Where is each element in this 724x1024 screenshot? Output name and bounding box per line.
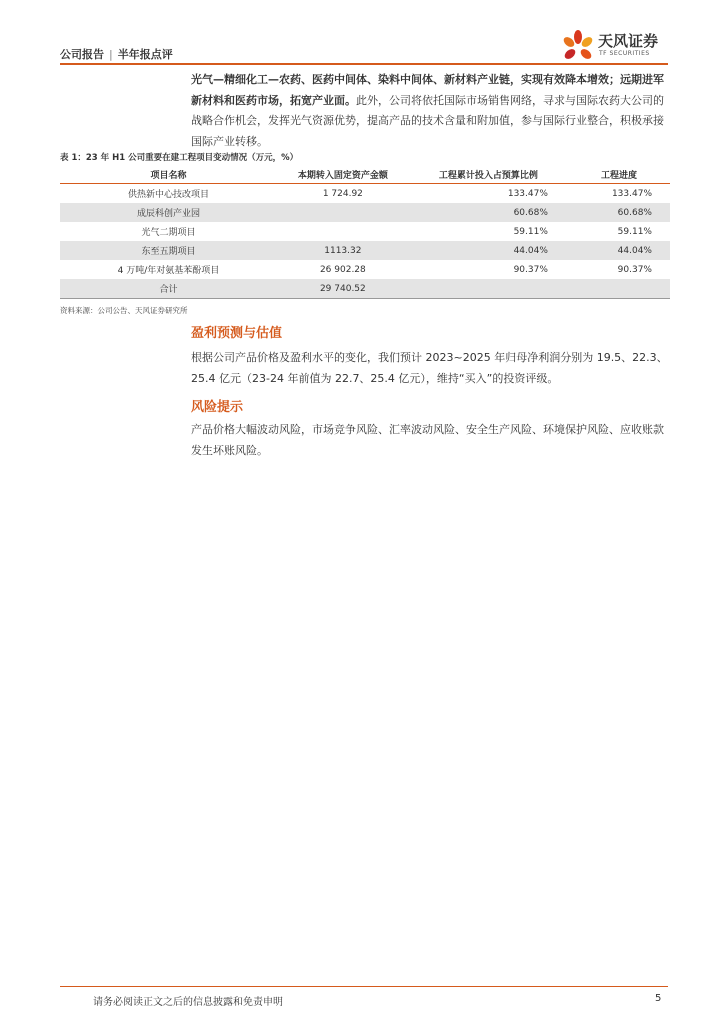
table-row [60, 222, 670, 241]
cell-progress: 59.11% [617, 226, 652, 237]
forecast-paragraph: 根据公司产品价格及盈利水平的变化，我们预计 2023~2025 年归母净利润分别为 19.5、22.3、25.4 亿元（23-24 年前值为 22.7、25.4 亿元），维持“买入”的投资评级。 [191, 351, 668, 385]
cell-progress: 133.47% [611, 188, 652, 199]
cell-amount: 1113.32 [277, 241, 409, 260]
table-row [60, 260, 670, 279]
col-header-progress: 工程进度 [568, 165, 670, 184]
cell-amount [277, 222, 409, 241]
table-row [60, 241, 670, 260]
flower-logo-icon [558, 28, 598, 68]
cell-progress: 90.37% [617, 264, 652, 275]
footer-disclaimer: 请务必阅读正文之后的信息披露和免责申明 [93, 997, 283, 1008]
cell-amount: 29 740.52 [277, 279, 409, 298]
forecast-heading: 盈利预测与估值 [191, 326, 283, 341]
page-number: 5 [655, 993, 662, 1004]
table-bottom-rule [60, 298, 670, 299]
intro-paragraph [191, 70, 671, 152]
cell-amount: 1 724.92 [322, 188, 363, 199]
intro-bold-text: 光气—精细化工—农药、医药中间体、染料中间体、新材料产业链，实现有效降本增效；远期进军新材料和医药市场，拓宽产业面。 [191, 73, 664, 107]
header-separator: | [109, 48, 113, 61]
col-header-ratio: 工程累计投入占预算比例 [409, 165, 568, 184]
col-header-name: 项目名称 [60, 165, 277, 184]
risk-paragraph: 产品价格大幅波动风险，市场竞争风险、汇率波动风险、安全生产风险、环境保护风险、应收账款发生坏账风险。 [191, 423, 664, 457]
cell-name: 合计 [60, 279, 277, 298]
cell-ratio: 44.04% [409, 241, 568, 260]
cell-ratio [409, 279, 568, 298]
cell-progress [568, 279, 670, 298]
table-title: 表 1：23 年 H1 公司重要在建工程项目变动情况（万元，%） [60, 153, 299, 163]
header-divider [60, 63, 668, 65]
project-table [60, 165, 670, 298]
report-subtype: 半年报点评 [117, 48, 173, 61]
logo-name: 天风证券 [598, 32, 659, 50]
intro-normal-text: 此外，公司将依托国际市场销售网络，寻求与国际农药大公司的战略合作机会，发挥光气资源优势，提高产品的技术含量和附加值，参与国际行业整合，积极承接国际产业转移。 [191, 93, 664, 148]
cell-amount: 26 902.28 [319, 264, 366, 275]
footer-divider [60, 986, 668, 987]
table-header-row [60, 165, 670, 184]
risk-heading: 风险提示 [191, 400, 244, 415]
report-category [60, 46, 173, 62]
cell-name: 东至五期项目 [60, 241, 277, 260]
col-header-amount: 本期转入固定资产金额 [277, 165, 409, 184]
cell-name: 4 万吨/年对氨基苯酚项目 [117, 266, 220, 276]
table-row [60, 184, 670, 204]
logo-subtitle: TF SECURITIES [599, 50, 650, 57]
cell-ratio: 90.37% [513, 264, 548, 275]
cell-progress: 60.68% [568, 203, 670, 222]
cell-progress: 44.04% [568, 241, 670, 260]
cell-amount [277, 203, 409, 222]
table-source: 资料来源：公司公告、天风证券研究所 [60, 306, 188, 315]
cell-name: 光气二期项目 [141, 228, 196, 238]
report-type: 公司报告 [60, 48, 104, 61]
table-total-row [60, 279, 670, 298]
cell-name: 成辰科创产业园 [60, 203, 277, 222]
cell-name: 供热新中心技改项目 [127, 190, 209, 200]
cell-ratio: 59.11% [513, 226, 548, 237]
cell-ratio: 60.68% [409, 203, 568, 222]
table-row [60, 203, 670, 222]
cell-ratio: 133.47% [507, 188, 548, 199]
